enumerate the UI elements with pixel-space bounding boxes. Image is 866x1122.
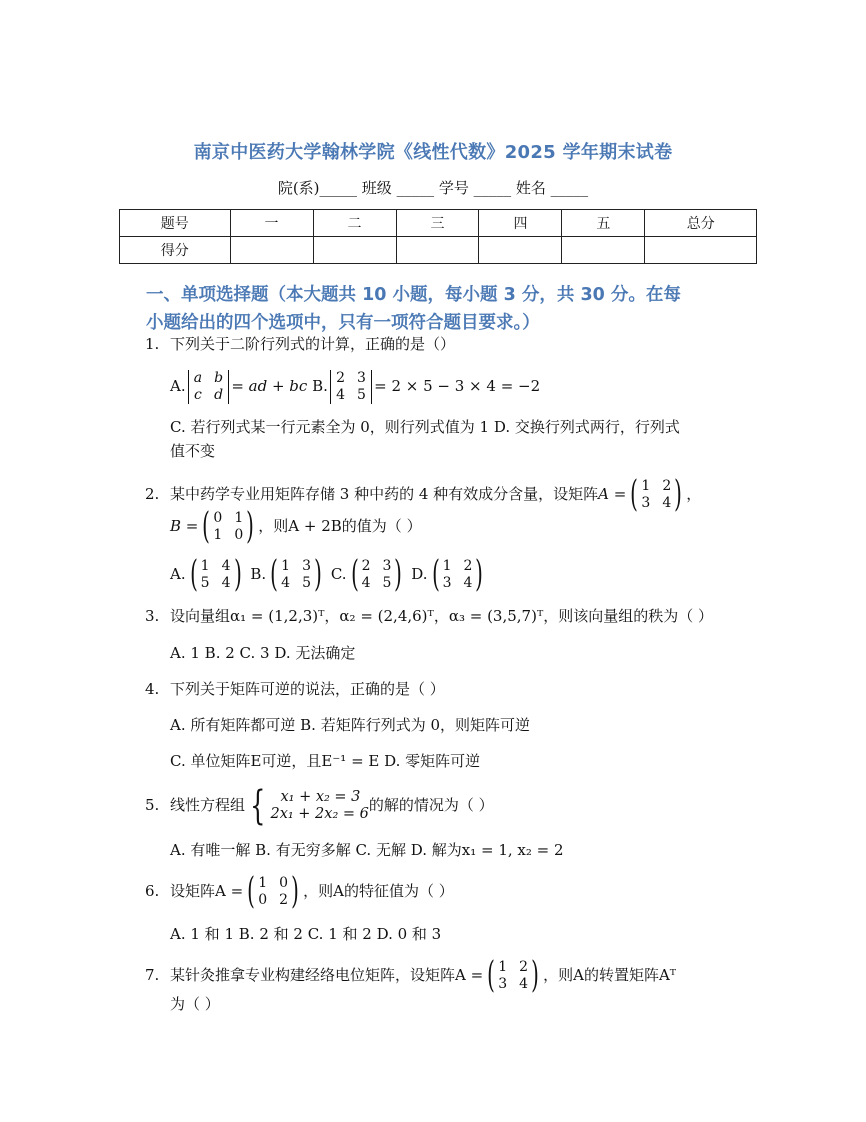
question-stem: 线性方程组 { x₁ + x₂ = 3 2x₁ + 2x₂ = 6 的解的情况为（ ） [170,783,494,829]
question-4-options: A. 所有矩阵都可逆 B. 若矩阵行列式为 0，则矩阵可逆 [170,716,531,734]
option-expression: = ad + bc [231,377,308,395]
question-number: 2. [145,485,160,503]
question-7-stem-line2: 为（ ） [170,995,220,1013]
section-heading-line: 一、单项选择题（本大题共 10 小题，每小题 3 分，共 30 分。在每 [146,285,681,305]
score-cell [313,237,396,264]
matrix: ( 1 3 4 5 ) [270,554,322,595]
score-cell: 二 [313,210,396,237]
question-stem: 下列关于矩阵可逆的说法，正确的是（ ） [170,680,445,698]
question-5-options: A. 有唯一解 B. 有无穷多解 C. 无解 D. 解为x₁ = 1, x₂ = 2 [170,841,564,859]
question-3-options: A. 1 B. 2 C. 3 D. 无法确定 [170,644,356,662]
question-1-options-cd [170,415,740,463]
matrix: ( 2 3 4 5 ) [350,554,403,595]
score-cell: 四 [479,210,562,237]
question-stem: 某中药学专业用矩阵存储 3 种中药的 4 种有效成分含量，设矩阵A = ( 1 2 3 4 ) ， [170,474,702,515]
question-2-options: A. ( 1 4 5 4 ) B. ( 1 3 4 5 ) C. ( 2 3 4 5 ) D. ( 1 2 3 4 ) [170,556,740,593]
question-4 [145,677,735,701]
question-number: 5. [145,796,160,814]
score-cell: 三 [396,210,479,237]
matrix: ( 1 2 3 4 ) [630,474,683,515]
question-1-options-ab [170,366,740,406]
question-4-options: C. 单位矩阵E可逆，且E⁻¹ = E D. 零矩阵可逆 [170,752,481,770]
question-stem: 下列关于二阶行列式的计算，正确的是（） [170,335,456,353]
score-table-score-row [120,237,757,264]
section-heading-line: 小题给出的四个选项中，只有一项符合题目要求。） [146,313,540,333]
question-number: 7. [145,966,160,984]
question-number: 6. [145,882,160,900]
score-cell [396,237,479,264]
section-heading [146,281,746,337]
question-7 [145,955,735,995]
question-stem: 设矩阵A = ( 1 0 0 2 ) ，则A的特征值为（ ） [170,871,454,912]
question-6 [145,871,735,911]
matrix: ( 1 0 0 2 ) [247,871,299,912]
question-number: 4. [145,680,160,698]
equation-system: { x₁ + x₂ = 3 2x₁ + 2x₂ = 6 [250,783,369,829]
question-5 [145,783,735,829]
option-text: C. 若行列式某一行元素全为 0，则行列式值为 1 D. 交换行列式两行，行列式 [170,418,680,436]
score-cell: 一 [230,210,313,237]
score-cell: 总分 [645,210,757,237]
exam-title: 南京中医药大学翰林学院《线性代数》2025 学年期末试卷 [193,142,673,163]
option-label: B. [312,377,328,395]
question-6-options: A. 1 和 1 B. 2 和 2 C. 1 和 2 D. 0 和 3 [170,925,442,943]
score-cell: 题号 [120,210,231,237]
question-3 [145,604,735,628]
matrix: ( 1 4 5 4 ) [189,554,242,595]
matrix: ( 1 2 3 4 ) [487,955,539,996]
question-2-stem-line2: B = ( 0 1 1 0 ) ，则A + 2B的值为（ ） [170,506,422,547]
option-label: A. [170,377,186,395]
score-table-header-row [120,210,757,237]
score-cell: 得分 [120,237,231,264]
score-cell [645,237,757,264]
question-stem: 某针灸推拿专业构建经络电位矩阵，设矩阵A = ( 1 2 3 4 ) ，则A的转置矩阵Aᵀ [170,955,677,996]
score-cell [562,237,645,264]
question-1 [145,332,735,356]
score-cell [230,237,313,264]
determinant: 2 3 4 5 [330,370,372,404]
score-cell [479,237,562,264]
option-text: 值不变 [170,442,216,460]
determinant: a b c d [188,370,230,404]
score-table [119,209,757,264]
question-number: 1. [145,335,160,353]
question-number: 3. [145,607,160,625]
matrix: ( 0 1 1 0 ) [202,506,255,547]
student-info-line: 院(系)_____ 班级 _____ 学号 _____ 姓名 _____ [277,179,589,197]
matrix: ( 1 2 3 4 ) [431,554,484,595]
option-expression: = 2 × 5 − 3 × 4 = −2 [374,377,541,395]
score-cell: 五 [562,210,645,237]
question-stem: 设向量组α₁ = (1,2,3)ᵀ，α₂ = (2,4,6)ᵀ，α₃ = (3,5,7)ᵀ，则该向量组的秩为（ ） [170,607,714,625]
